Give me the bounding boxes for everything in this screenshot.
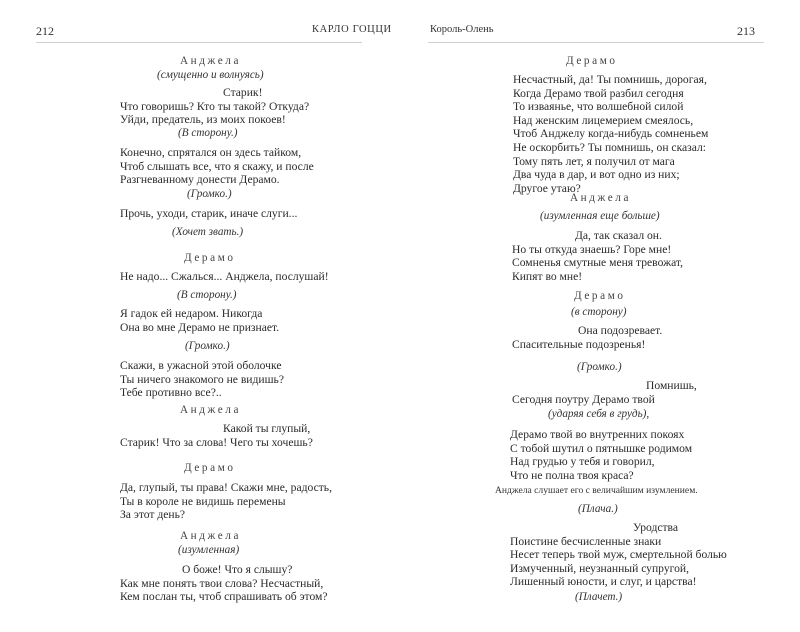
stage-direction: (Громко.) xyxy=(577,361,622,373)
running-head: КАРЛО ГОЦЦИ xyxy=(312,24,392,35)
verse-line: За этот день? xyxy=(120,508,186,522)
verse-block xyxy=(120,422,313,449)
verse-block xyxy=(120,207,297,221)
verse-line: Другое утаю? xyxy=(513,181,581,195)
stage-direction: (смущенно и волнуясь) xyxy=(157,69,264,81)
running-head: Король-Олень xyxy=(430,24,494,35)
page-number: 213 xyxy=(737,24,755,38)
stage-direction: (В сторону.) xyxy=(177,289,237,301)
verse-line: Скажи, в ужасной этой оболочке xyxy=(120,359,282,372)
verse-line: Да, так сказал он. xyxy=(575,229,662,242)
page-number: 212 xyxy=(36,24,54,38)
verse-line: Лишенный юности, и слуг, и царства! xyxy=(510,575,697,589)
verse-line: Не надо... Сжалься... Анджела, послушай! xyxy=(120,270,329,283)
speaker-name: Дерамо xyxy=(184,462,236,474)
verse-line: Не оскорбить? Ты помнишь, он сказал: xyxy=(513,140,707,154)
verse-line: Но ты откуда знаешь? Горе мне! xyxy=(512,242,672,256)
verse-block xyxy=(120,270,329,284)
header-rule xyxy=(36,42,362,43)
verse-line: Два чуда в дар, и вот одно из них; xyxy=(513,168,680,182)
speaker-name: Дерамо xyxy=(574,290,626,302)
verse-line: Когда Дерамо твой разбил сегодня xyxy=(513,86,684,100)
verse-line: То изваянье, что волшебной силой xyxy=(513,100,684,114)
stage-direction: (в сторону) xyxy=(571,306,627,318)
verse-line: Уйди, предатель, из моих покоев! xyxy=(120,113,286,127)
verse-line: Несчастный, да! Ты помнишь, дорогая, xyxy=(513,73,707,86)
speaker-name: Анджела xyxy=(180,55,242,67)
stage-direction: (изумленная еще больше) xyxy=(540,210,660,222)
verse-line: Что не полна твоя краса? xyxy=(510,468,634,482)
stage-direction: (Хочет звать.) xyxy=(172,226,244,238)
verse-line: Дерамо твой во внутренних покоях xyxy=(510,428,685,441)
verse-block xyxy=(512,379,697,406)
stage-direction: (изумленная) xyxy=(178,544,240,556)
verse-block xyxy=(120,307,279,334)
verse-line: Как мне понять твои слова? Несчастный, xyxy=(120,576,324,590)
header-rule xyxy=(428,42,764,43)
verse-line: Я гадок ей недаром. Никогда xyxy=(120,307,263,320)
verse-block xyxy=(120,481,332,522)
verse-block xyxy=(513,73,708,195)
verse-line: Поистине бесчисленные знаки xyxy=(510,534,662,548)
verse-block xyxy=(120,359,284,400)
stage-direction: (В сторону.) xyxy=(178,127,238,139)
verse-block xyxy=(120,146,314,187)
stage-direction: (Громко.) xyxy=(187,188,232,200)
speaker-name: Дерамо xyxy=(566,55,618,67)
speaker-name: Анджела xyxy=(180,530,242,542)
verse-line: Какой ты глупый, xyxy=(223,422,311,435)
verse-line: Помнишь, xyxy=(646,379,697,392)
verse-line: Кипят во мне! xyxy=(512,269,583,283)
verse-line: Чтоб Анджелу когда-нибудь сомненьем xyxy=(513,127,709,141)
verse-line: Что говоришь? Кто ты такой? Откуда? xyxy=(120,99,310,113)
verse-line: Тому пять лет, я получил от мага xyxy=(513,154,675,168)
verse-line: Тебе противно все?.. xyxy=(120,386,222,400)
stage-direction: (Плача.) xyxy=(578,503,618,515)
verse-block xyxy=(512,229,683,283)
verse-line: Прочь, уходи, старик, иначе слуги... xyxy=(120,207,298,220)
verse-line: Она во мне Дерамо не признает. xyxy=(120,320,280,334)
verse-line: Чтоб слышать все, что я скажу, и после xyxy=(120,159,314,173)
stage-direction: (Громко.) xyxy=(185,340,230,352)
verse-line: Измученный, неузнанный супругой, xyxy=(510,561,689,575)
speaker-name: Анджела xyxy=(180,404,242,416)
verse-line: Старик! xyxy=(223,86,263,99)
verse-line: Она подозревает. xyxy=(578,324,663,337)
verse-line: Уродства xyxy=(633,521,679,534)
verse-line: Старик! Что за слова! Чего ты хочешь? xyxy=(120,435,313,449)
verse-line: Над грудью у тебя и говорил, xyxy=(510,455,655,469)
stage-direction: (ударяя себя в грудь), xyxy=(548,408,650,420)
verse-line: Спасительные подозренья! xyxy=(512,337,646,351)
verse-line: Несет теперь твой муж, смертельной болью xyxy=(510,548,727,562)
verse-block xyxy=(120,563,328,604)
verse-block xyxy=(120,86,309,127)
verse-line: С тобой шутил о пятнышке родимом xyxy=(510,441,693,455)
speaker-name: Анджела xyxy=(570,192,632,204)
stage-direction: Анджела слушает его с величайшим изумлением. xyxy=(495,485,698,496)
verse-line: Кем послан ты, чтоб спрашивать об этом? xyxy=(120,590,328,604)
verse-block xyxy=(512,324,662,351)
verse-line: Над женским лицемерием смеялось, xyxy=(513,113,694,127)
speaker-name: Дерамо xyxy=(184,252,236,264)
verse-line: Сегодня поутру Дерамо твой xyxy=(512,392,655,406)
verse-block xyxy=(510,428,692,482)
verse-line: Разгневанному донести Дерамо. xyxy=(120,173,280,187)
right-page xyxy=(400,0,800,632)
verse-line: Ты ничего знакомого не видишь? xyxy=(120,372,284,386)
verse-line: Сомненья смутные меня тревожат, xyxy=(512,256,684,270)
verse-block xyxy=(510,521,727,589)
verse-line: Конечно, спрятался он здесь тайком, xyxy=(120,146,302,159)
verse-line: Да, глупый, ты права! Скажи мне, радость, xyxy=(120,481,332,494)
stage-direction: (Плачет.) xyxy=(575,591,623,603)
verse-line: Ты в короле не видишь перемены xyxy=(120,494,286,508)
verse-line: О боже! Что я слышу? xyxy=(182,563,293,576)
